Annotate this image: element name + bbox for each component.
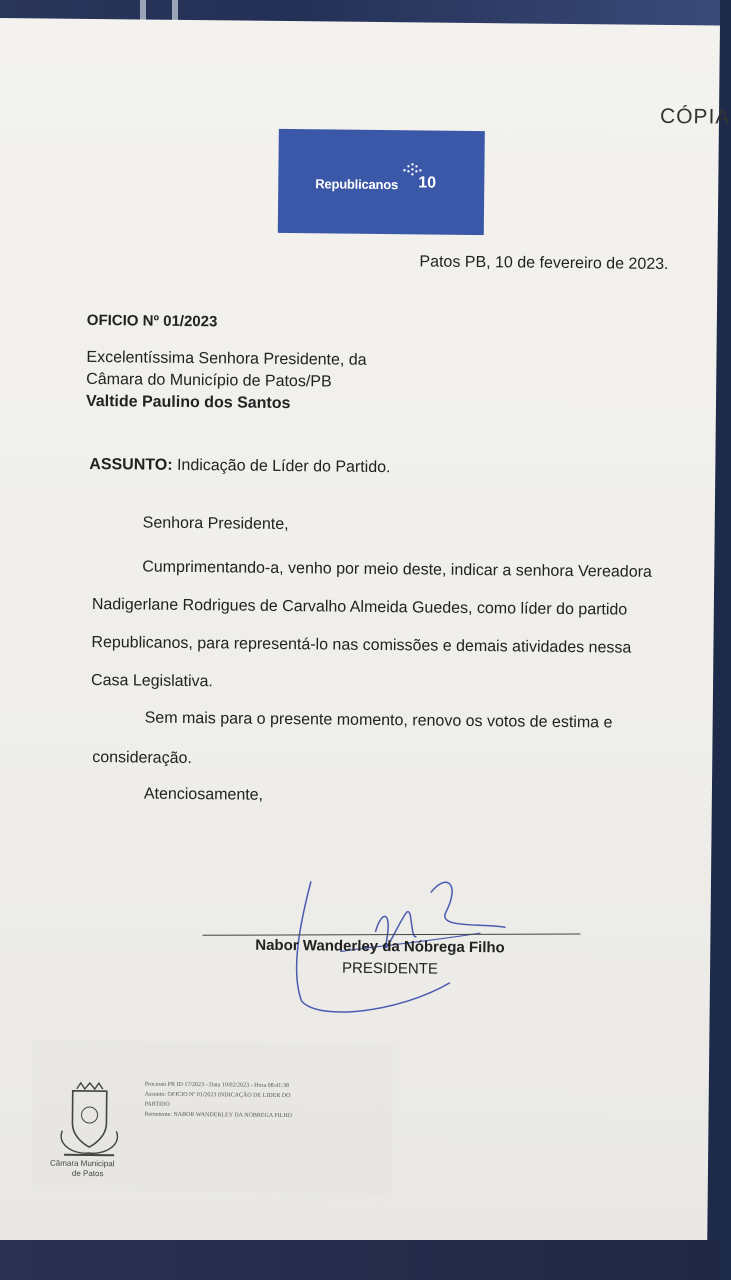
copy-mark: CÓPIA (659, 104, 731, 129)
logo-dots-icon (396, 160, 426, 180)
body-line: Casa Legislativa. (90, 671, 213, 691)
body-line: Nadigerlane Rodrigues de Carvalho Almeida Guedes, como líder do partido (91, 595, 628, 619)
logo-party-name: Republicanos (315, 176, 399, 193)
closing: Atenciosamente, (143, 785, 264, 804)
protocol-stamp (32, 1040, 394, 1194)
body-line: consideração. (92, 749, 192, 768)
document-page (0, 18, 731, 1255)
signatory-name: Nabor Wanderley da Nóbrega Filho (255, 936, 505, 957)
body-line: Sem mais para o presente momento, renovo os votos de estima e (144, 709, 613, 732)
coat-of-arms-icon (54, 1081, 125, 1162)
stamp-line: Remetente: NABOR WANDERLEY DA NOBREGA FILHO (144, 1111, 293, 1120)
stamp-line: Processo PR ID 17/2023 - Data 10/02/2023 - Hora 08:41:38 (144, 1081, 290, 1090)
addressee-name: Valtide Paulino dos Santos (85, 392, 291, 413)
signatory-role: PRESIDENTE (341, 959, 439, 978)
body-line: Cumprimentando-a, venho por meio deste, indicar a senhora Vereadora (142, 558, 652, 581)
stamp-line: Assunto: OFICIO Nº 01/2023 INDICAÇÃO DE LIDER DO (144, 1091, 291, 1100)
logo-party-number: 10 (418, 174, 437, 192)
subject-line (89, 456, 390, 477)
address-line: Câmara do Município de Patos/PB (86, 370, 332, 391)
place-date: Patos PB, 10 de fevereiro de 2023. (419, 253, 669, 274)
letter-reference: OFICIO Nº 01/2023 (86, 311, 218, 331)
body-line: Republicanos, para representá-lo nas comissões e demais atividades nessa (91, 633, 632, 657)
desk-background-bottom (0, 1240, 720, 1280)
stamp-line: PARTIDO (144, 1101, 170, 1108)
stamp-institution: Câmara Municipal (49, 1158, 115, 1169)
party-logo (278, 129, 485, 235)
subject-label: ASSUNTO: (89, 455, 173, 474)
greeting: Senhora Presidente, (142, 514, 289, 534)
stamp-institution: de Patos (71, 1168, 104, 1179)
subject-text: Indicação de Líder do Partido. (172, 456, 391, 477)
address-line: Excelentíssima Senhora Presidente, da (86, 348, 367, 369)
